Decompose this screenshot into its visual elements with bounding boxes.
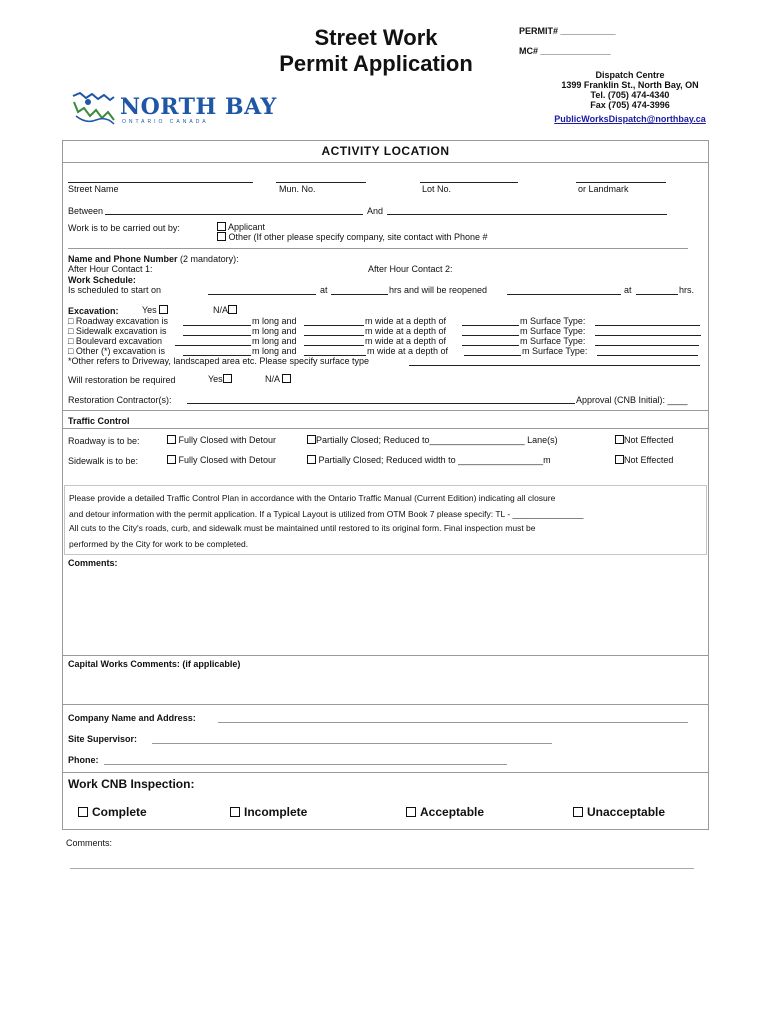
not-effected-label: Not Effected bbox=[624, 435, 674, 445]
lot-no-label: Lot No. bbox=[422, 184, 452, 194]
fully-closed-label: Fully Closed with Detour bbox=[178, 435, 277, 445]
incomplete-label: Incomplete bbox=[244, 805, 308, 819]
notice-line-2: and detour information with the permit application. If a Typical Layout is utilized from OTM Book 7 please specify: TL - _______________ bbox=[69, 509, 584, 519]
and-label: And bbox=[367, 206, 384, 216]
inspection-complete-option[interactable] bbox=[78, 805, 147, 819]
at-label-1: at bbox=[320, 285, 328, 295]
length-field[interactable] bbox=[183, 335, 251, 336]
divider bbox=[62, 410, 709, 411]
depth-field[interactable] bbox=[462, 345, 519, 346]
company-name-field[interactable] bbox=[218, 722, 688, 723]
divider bbox=[62, 655, 709, 656]
acceptable-checkbox[interactable] bbox=[406, 807, 416, 817]
other-details-field[interactable] bbox=[68, 248, 688, 249]
m-surface-label: m Surface Type: bbox=[520, 316, 586, 326]
restoration-contractor-field[interactable] bbox=[187, 403, 575, 404]
depth-field[interactable] bbox=[462, 335, 519, 336]
inspection-incomplete-option[interactable] bbox=[230, 805, 307, 819]
m-wide-label: m wide at a depth of bbox=[365, 336, 447, 346]
comments-label: Comments: bbox=[68, 558, 118, 568]
excavation-row-label: □ Boulevard excavation bbox=[68, 336, 162, 346]
excavation-row-sidewalk bbox=[68, 326, 166, 336]
m-wide-label: m wide at a depth of bbox=[367, 346, 449, 356]
comments-area[interactable] bbox=[64, 570, 707, 654]
logo-name: NORTH BAY bbox=[120, 94, 277, 120]
at-label-2: at bbox=[624, 285, 632, 295]
length-field[interactable] bbox=[183, 325, 251, 326]
applicant-option[interactable] bbox=[217, 222, 265, 232]
divider bbox=[62, 428, 709, 429]
excavation-label: Excavation: bbox=[68, 306, 119, 316]
surface-type-field[interactable] bbox=[595, 345, 699, 346]
logo-subtitle: ONTARIO CANADA bbox=[122, 119, 209, 125]
phone-label: Phone: bbox=[68, 755, 99, 765]
unacceptable-checkbox[interactable] bbox=[573, 807, 583, 817]
width-field[interactable] bbox=[304, 325, 364, 326]
and-field[interactable] bbox=[387, 214, 667, 215]
approval-initial-field[interactable]: Approval (CNB Initial): ____ bbox=[576, 395, 688, 405]
excavation-yes-checkbox[interactable] bbox=[159, 305, 168, 314]
width-field[interactable] bbox=[304, 335, 364, 336]
reopen-date-field[interactable] bbox=[507, 294, 621, 295]
m-wide-label: m wide at a depth of bbox=[365, 326, 447, 336]
other-surface-note: *Other refers to Driveway, landscaped area etc. Please specify surface type bbox=[68, 356, 369, 366]
notice-line-1: Please provide a detailed Traffic Control Plan in accordance with the Ontario Traffic Manual (Current Edition) indicating all closure bbox=[69, 493, 556, 503]
sidewalk-not-effected-option[interactable] bbox=[615, 455, 673, 465]
excavation-na-label: N/A bbox=[213, 305, 229, 315]
inspection-unacceptable-option[interactable] bbox=[573, 805, 665, 819]
sidewalk-not-effected-checkbox[interactable] bbox=[615, 455, 624, 464]
notice-line-4: performed by the City for work to be completed. bbox=[69, 539, 249, 549]
reopen-time-field[interactable] bbox=[636, 294, 678, 295]
incomplete-checkbox[interactable] bbox=[230, 807, 240, 817]
name-phone-rest: (2 mandatory): bbox=[180, 254, 239, 264]
excavation-row-label: □ Other (*) excavation is bbox=[68, 346, 165, 356]
surface-type-field[interactable] bbox=[597, 355, 698, 356]
contact-tel: Tel. (705) 474-4340 bbox=[590, 90, 670, 100]
restoration-na-option[interactable] bbox=[265, 374, 291, 384]
m-wide-label: m wide at a depth of bbox=[365, 316, 447, 326]
excavation-row-label: □ Sidewalk excavation is bbox=[68, 326, 167, 336]
partial-side-label: Partially Closed; Reduced width to _________________m bbox=[318, 455, 551, 465]
contact-address: 1399 Franklin St., North Bay, ON bbox=[561, 80, 699, 90]
site-supervisor-label: Site Supervisor: bbox=[68, 734, 138, 744]
phone-field[interactable] bbox=[104, 764, 507, 765]
divider bbox=[62, 772, 709, 773]
roadway-not-effected-checkbox[interactable] bbox=[615, 435, 624, 444]
capital-works-label: Capital Works Comments: (if applicable) bbox=[68, 659, 241, 669]
page-title-line1: Street Work bbox=[314, 25, 438, 50]
contact-email-link[interactable]: PublicWorksDispatch@northbay.ca bbox=[554, 114, 706, 124]
scheduled-start-label: Is scheduled to start on bbox=[68, 285, 162, 295]
divider bbox=[62, 704, 709, 705]
footer-comments-label: Comments: bbox=[66, 838, 113, 848]
between-field[interactable] bbox=[105, 214, 363, 215]
landmark-label: or Landmark bbox=[578, 184, 629, 194]
inspection-acceptable-option[interactable] bbox=[406, 805, 484, 819]
width-field[interactable] bbox=[304, 345, 364, 346]
contact-block bbox=[530, 70, 730, 124]
page-title-line2: Permit Application bbox=[279, 51, 473, 76]
complete-label: Complete bbox=[92, 805, 147, 819]
restoration-contractor-label: Restoration Contractor(s): bbox=[68, 395, 172, 405]
sidewalk-label: Sidewalk is to be: bbox=[68, 456, 139, 466]
restoration-yes-label: Yes bbox=[208, 374, 223, 384]
depth-field[interactable] bbox=[464, 355, 521, 356]
m-surface-label: m Surface Type: bbox=[520, 336, 586, 346]
sidewalk-fully-closed-checkbox[interactable] bbox=[167, 455, 176, 464]
excavation-yes-label: Yes bbox=[142, 305, 157, 315]
excavation-na-option[interactable] bbox=[213, 305, 237, 315]
restoration-na-label: N/A bbox=[265, 374, 280, 384]
roadway-partial-option[interactable] bbox=[307, 435, 558, 445]
contact-fax: Fax (705) 474-3996 bbox=[590, 100, 670, 110]
acceptable-label: Acceptable bbox=[420, 805, 485, 819]
not-effected-label: Not Effected bbox=[624, 455, 674, 465]
site-supervisor-field[interactable] bbox=[152, 743, 552, 744]
m-surface-label: m Surface Type: bbox=[522, 346, 588, 356]
fully-closed-label: Fully Closed with Detour bbox=[178, 455, 277, 465]
partial-road-label: Partially Closed; Reduced to___________________ Lane(s) bbox=[316, 435, 558, 445]
m-long-label: m long and bbox=[252, 316, 297, 326]
capital-works-area[interactable] bbox=[64, 671, 707, 701]
company-name-label: Company Name and Address: bbox=[68, 713, 196, 723]
logo-mark-icon bbox=[70, 90, 118, 126]
activity-location-heading: ACTIVITY LOCATION bbox=[321, 144, 450, 158]
carried-out-label: Work is to be carried out by: bbox=[68, 223, 180, 233]
m-long-label: m long and bbox=[252, 336, 297, 346]
excavation-row-label: □ Roadway excavation is bbox=[68, 316, 168, 326]
length-field[interactable] bbox=[175, 345, 251, 346]
roadway-partial-checkbox[interactable] bbox=[307, 435, 316, 444]
applicant-checkbox[interactable] bbox=[217, 222, 226, 231]
after-hour-contact-2-label: After Hour Contact 2: bbox=[368, 264, 453, 274]
roadway-fully-closed-checkbox[interactable] bbox=[167, 435, 176, 444]
restoration-na-checkbox[interactable] bbox=[282, 374, 291, 383]
other-checkbox[interactable] bbox=[217, 232, 226, 241]
excavation-na-checkbox[interactable] bbox=[228, 305, 237, 314]
mc-number-field[interactable]: MC# ______________ bbox=[519, 46, 611, 56]
start-time-field[interactable] bbox=[331, 294, 388, 295]
footer-comments-field[interactable] bbox=[70, 868, 694, 869]
landmark-field[interactable] bbox=[576, 182, 666, 183]
work-schedule-heading: Work Schedule: bbox=[68, 275, 136, 285]
roadway-fully-closed-option[interactable] bbox=[167, 435, 276, 445]
mun-no-label: Mun. No. bbox=[279, 184, 316, 194]
applicant-label: Applicant bbox=[228, 222, 266, 232]
start-date-field[interactable] bbox=[208, 294, 316, 295]
complete-checkbox[interactable] bbox=[78, 807, 88, 817]
restoration-yes-option[interactable] bbox=[208, 374, 232, 384]
name-phone-heading bbox=[68, 254, 239, 264]
hrs-label: hrs. bbox=[679, 285, 695, 295]
restoration-question: Will restoration be required bbox=[68, 375, 176, 385]
other-surface-field[interactable] bbox=[409, 365, 700, 366]
surface-type-field[interactable] bbox=[595, 335, 701, 336]
street-name-label: Street Name bbox=[68, 184, 119, 194]
roadway-not-effected-option[interactable] bbox=[615, 435, 673, 445]
excavation-row-roadway bbox=[68, 316, 168, 326]
m-long-label: m long and bbox=[252, 346, 297, 356]
other-label: Other (If other please specify company, site contact with Phone # bbox=[228, 232, 488, 242]
surface-type-field[interactable] bbox=[595, 325, 700, 326]
traffic-control-heading: Traffic Control bbox=[68, 416, 130, 426]
north-bay-logo bbox=[70, 90, 277, 126]
street-name-field[interactable] bbox=[68, 182, 253, 183]
notice-line-3: All cuts to the City's roads, curb, and sidewalk must be maintained until restored to its original form. Final inspection must be bbox=[69, 523, 536, 533]
sidewalk-fully-closed-option[interactable] bbox=[167, 455, 276, 465]
inspection-heading: Work CNB Inspection: bbox=[68, 777, 195, 791]
excavation-row-other bbox=[68, 346, 165, 356]
excavation-yes-option[interactable] bbox=[142, 305, 168, 315]
sidewalk-partial-checkbox[interactable] bbox=[307, 455, 316, 464]
m-surface-label: m Surface Type: bbox=[520, 326, 586, 336]
contact-name: Dispatch Centre bbox=[595, 70, 665, 80]
lot-no-field[interactable] bbox=[420, 182, 518, 183]
other-option[interactable] bbox=[217, 232, 487, 242]
mun-no-field[interactable] bbox=[276, 182, 366, 183]
excavation-row-boulevard bbox=[68, 336, 162, 346]
m-long-label: m long and bbox=[252, 326, 297, 336]
between-label: Between bbox=[68, 206, 104, 216]
depth-field[interactable] bbox=[462, 325, 519, 326]
permit-number-field[interactable]: PERMIT# ___________ bbox=[519, 26, 616, 36]
sidewalk-partial-option[interactable] bbox=[307, 455, 551, 465]
restoration-yes-checkbox[interactable] bbox=[223, 374, 232, 383]
unacceptable-label: Unacceptable bbox=[587, 805, 666, 819]
divider bbox=[62, 162, 709, 163]
roadway-label: Roadway is to be: bbox=[68, 436, 140, 446]
after-hour-contact-1-label: After Hour Contact 1: bbox=[68, 264, 153, 274]
reopen-label: hrs and will be reopened bbox=[389, 285, 488, 295]
name-phone-bold: Name and Phone Number bbox=[68, 254, 178, 264]
